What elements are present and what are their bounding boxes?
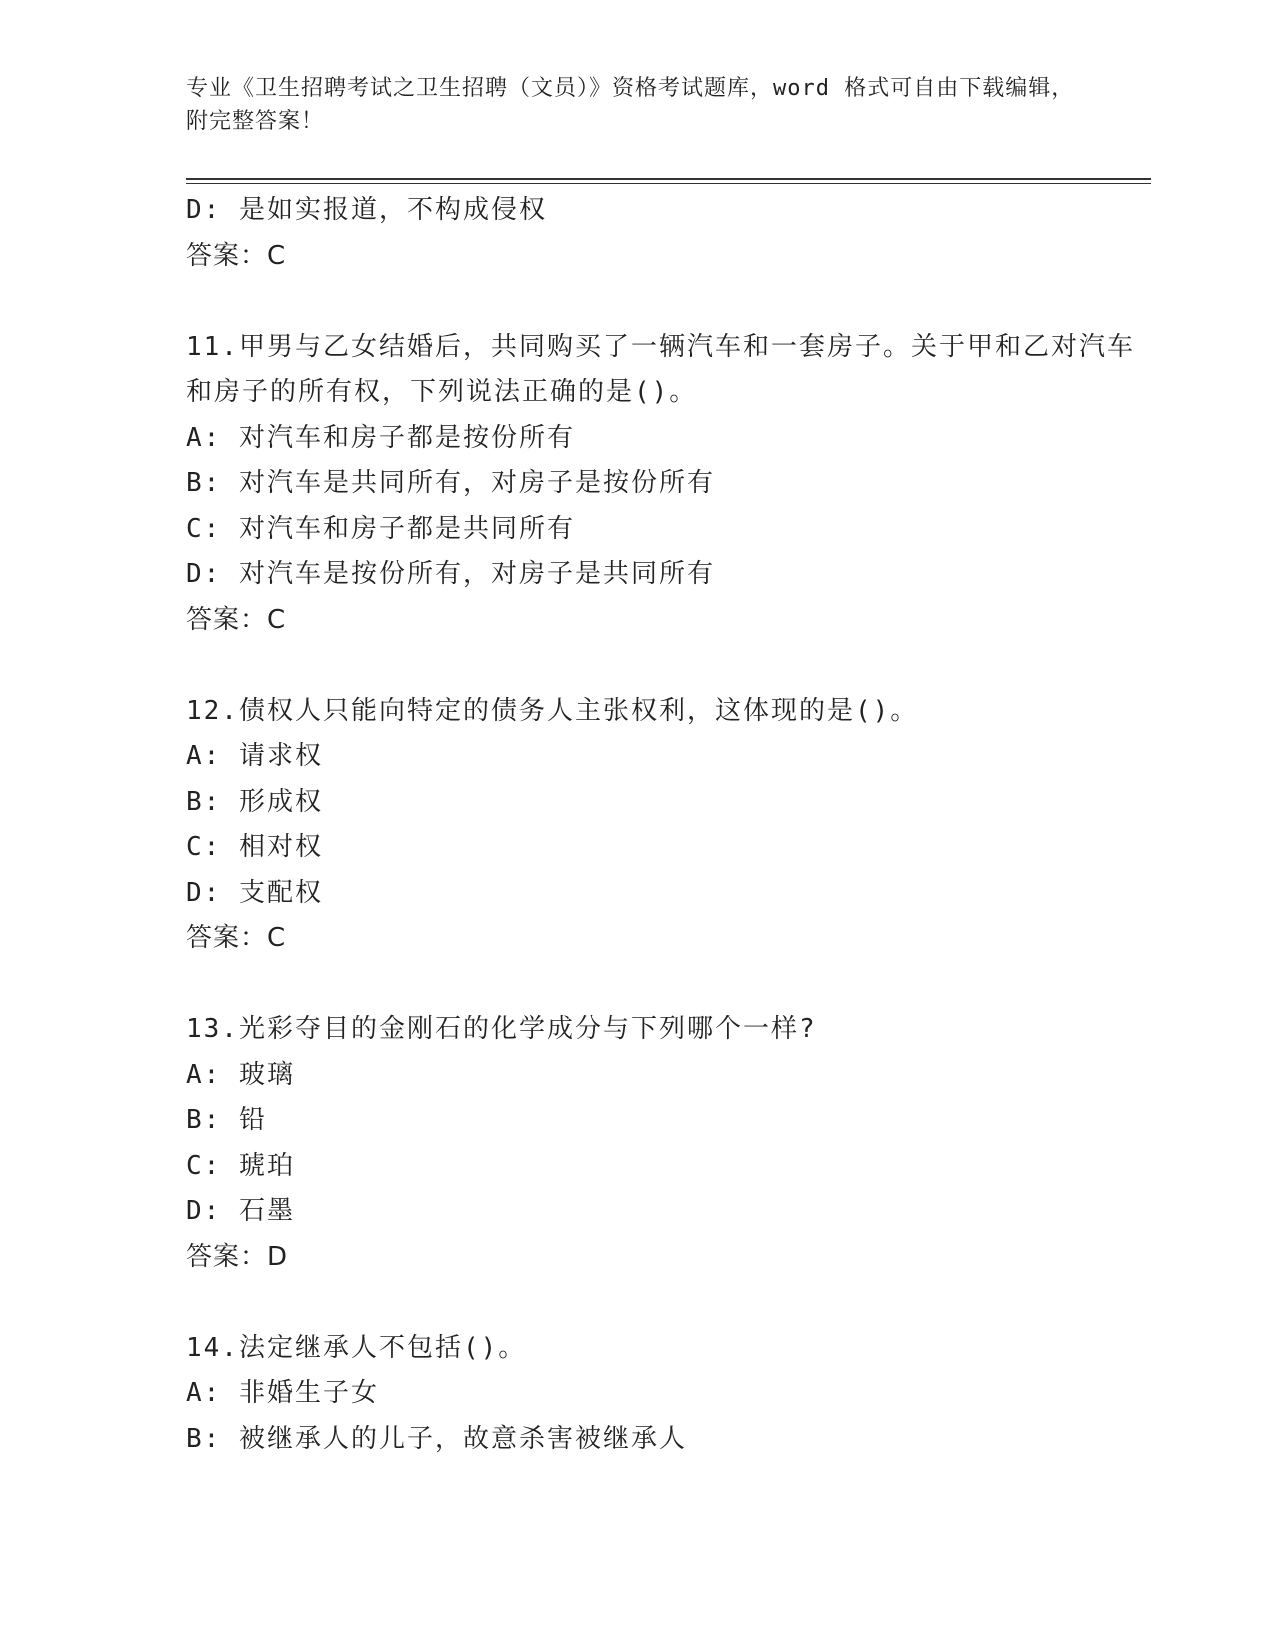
header-rule-thick (186, 178, 1151, 180)
option-d: D: 石墨 (186, 1196, 295, 1226)
carryover-answer: 答案：C (186, 240, 287, 271)
option-a: A: 对汽车和房子都是按份所有 (186, 422, 575, 453)
document-header: 专业《卫生招聘考试之卫生招聘（文员）》资格考试题库，word 格式可自由下载编辑，附完整答案！ (186, 76, 1075, 134)
question-stem: 13.光彩夺目的金刚石的化学成分与下列哪个一样? (186, 1014, 817, 1044)
spacer (186, 643, 1146, 689)
spacer (186, 1280, 1146, 1326)
option-a: A: 玻璃 (186, 1059, 295, 1090)
question-11 (186, 325, 1146, 644)
document-body (186, 188, 1146, 1462)
option-a: A: 非婚生子女 (186, 1378, 379, 1408)
option-b: B: 铅 (186, 1105, 267, 1135)
option-c: C: 对汽车和房子都是共同所有 (186, 513, 575, 544)
question-13 (186, 1007, 1146, 1280)
question-stem: 11.甲男与乙女结婚后，共同购买了一辆汽车和一套房子。关于甲和乙对汽车和房子的所有权，下列说法正确的是()。 (186, 331, 1135, 407)
spacer (186, 962, 1146, 1008)
option-a: A: 请求权 (186, 741, 323, 771)
question-answer: 答案：D (186, 1241, 289, 1272)
option-b: B: 对汽车是共同所有，对房子是按份所有 (186, 468, 715, 498)
option-c: C: 琥珀 (186, 1150, 295, 1181)
option-d: D: 对汽车是按份所有，对房子是共同所有 (186, 559, 715, 589)
question-12 (186, 689, 1146, 962)
question-14 (186, 1326, 1146, 1463)
question-stem: 14.法定继承人不包括()。 (186, 1332, 527, 1363)
option-d: D: 支配权 (186, 877, 323, 908)
option-b: B: 被继承人的儿子，故意杀害被继承人 (186, 1423, 687, 1454)
carryover-option-d: D: 是如实报道，不构成侵权 (186, 195, 547, 225)
header-rule-thin (186, 183, 1151, 184)
question-answer: 答案：C (186, 923, 287, 953)
spacer (186, 279, 1146, 325)
question-answer: 答案：C (186, 604, 287, 635)
option-c: C: 相对权 (186, 832, 323, 862)
option-b: B: 形成权 (186, 786, 323, 817)
question-stem: 12.债权人只能向特定的债务人主张权利，这体现的是()。 (186, 695, 919, 726)
